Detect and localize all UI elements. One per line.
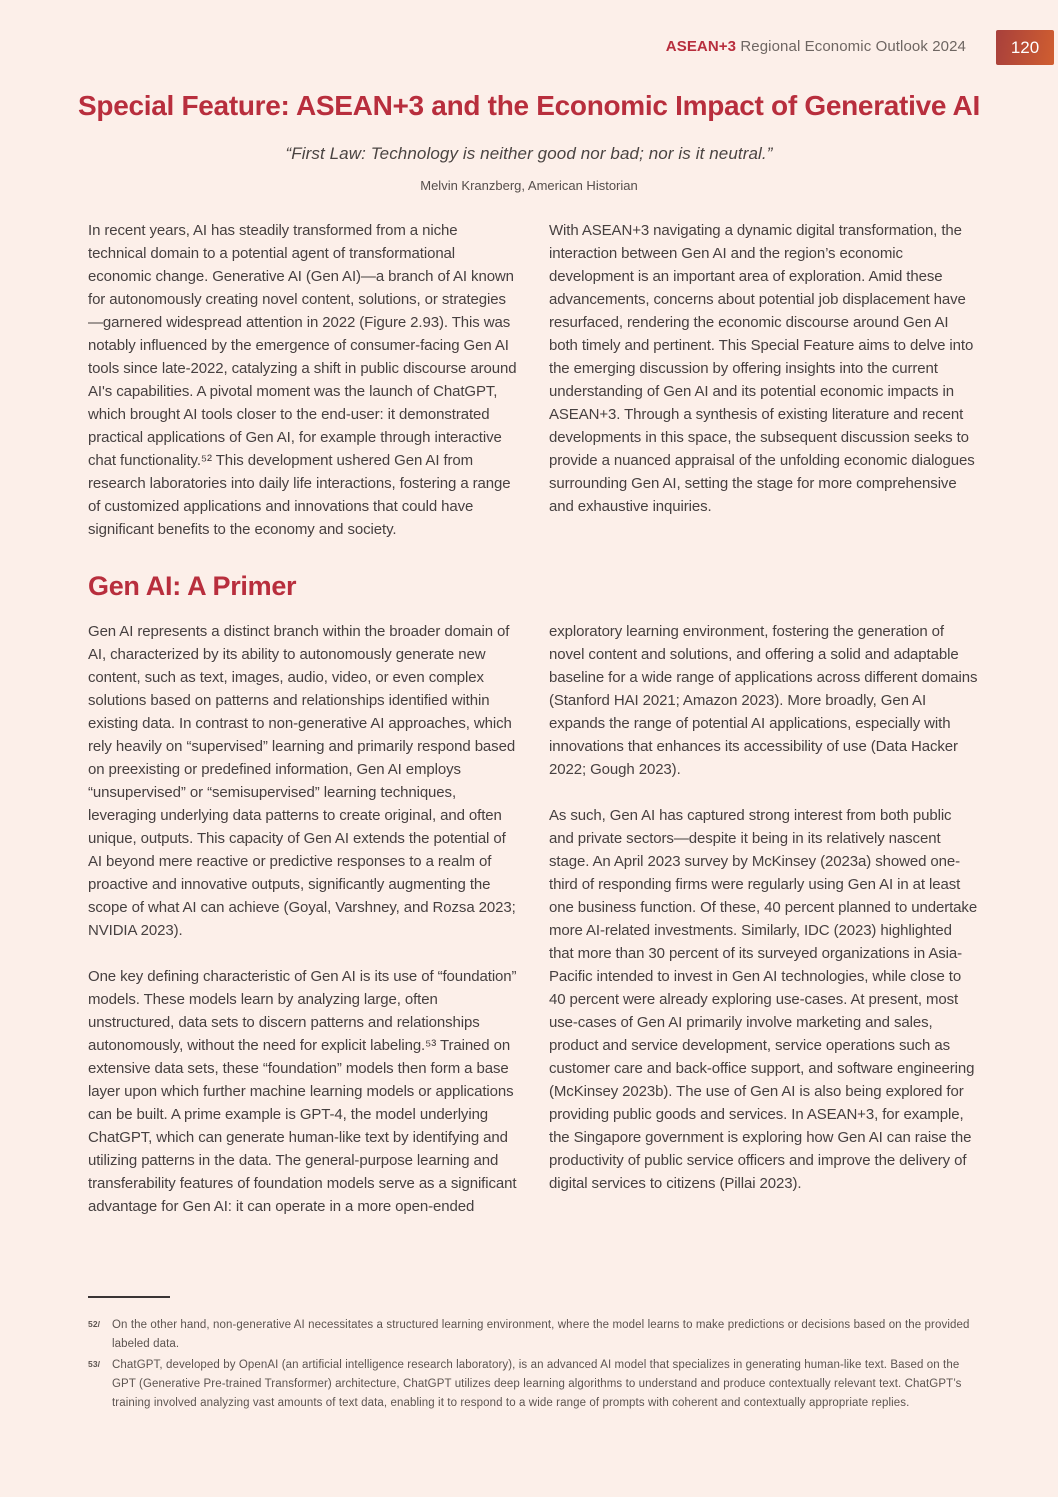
intro-section: [88, 219, 980, 541]
section-heading-gen-ai-primer: Gen AI: A Primer: [88, 571, 297, 601]
footnote-marker: 52/: [88, 1319, 101, 1329]
primer-paragraph: As such, Gen AI has captured strong interest from both public and private sectors—despite it being in its relatively nascent stage. An April 2023 survey by McKinsey (2023a) showed one-third of responding firms were regularly using Gen AI in at least one business function. Of these, 40 percent planned to undertake more AI-related investments. Similarly, IDC (2023) highlighted that more than 30 percent of its surveyed organizations in Asia-Pacific intended to invest in Gen AI technologies, while close to 40 percent were already exploring use-cases. At present, most use-cases of Gen AI primarily involve marketing and sales, product and service development, service operations such as customer care and back-office support, and software engineering (McKinsey 2023b). The use of Gen AI is also being explored for providing public goods and services. In ASEAN+3, for example, the Singapore government is exploring how Gen AI can raise the productivity of public service officers and improve the delivery of digital services to citizens (Pillai 2023).: [549, 807, 978, 1192]
running-header: [666, 38, 966, 55]
primer-paragraph: One key defining characteristic of Gen AI is its use of “foundation” models. These models learn by analyzing large, often unstructured, data sets to discern patterns and relationships autonomously, without the need for explicit labeling.⁵³ Trained on extensive data sets, these “foundation” models then form a base layer upon which further machine learning models or applications can be built. A prime example is GPT-4, the model underlying ChatGPT, which can generate human-like text by identifying and utilizing patterns in the data. The general-purpose learning and transferability features of foundation models serve as a significant advantage for Gen AI: it can operate in a more open-ended: [88, 968, 517, 1215]
page-title: Special Feature: ASEAN+3 and the Economic Impact of Generative AI: [78, 90, 980, 121]
intro-paragraph-right: With ASEAN+3 navigating a dynamic digital transformation, the interaction between Gen AI and the region’s economic development is an important area of exploration. Amid these advancements, concerns about potential job displacement have resurfaced, rendering the economic discourse around Gen AI both timely and pertinent. This Special Feature aims to delve into the emerging discussion by offering insights into the current understanding of Gen AI and its potential economic impacts in ASEAN+3. Through a synthesis of existing literature and recent developments in this space, the subsequent discussion seeks to provide a nuanced appraisal of the unfolding economic dialogues surrounding Gen AI, setting the stage for more comprehensive and exhaustive inquiries.: [549, 222, 975, 515]
primer-paragraph: Gen AI represents a distinct branch within the broader domain of AI, characterized by its ability to autonomously generate new content, such as text, images, audio, video, or even complex solutions based on patterns and relationships identified within existing data. In contrast to non-generative AI approaches, which rely heavily on “supervised” learning and primarily respond based on preexisting or predefined information, Gen AI employs “unsupervised” or “semisupervised” learning techniques, leveraging underlying data patterns to create original, and often unique, outputs. This capacity of Gen AI extends the potential of AI beyond mere reactive or predictive responses to a realm of proactive and innovative outputs, significantly augmenting the scope of what AI can achieve (Goyal, Varshney, and Rozsa 2023; NVIDIA 2023).: [88, 623, 516, 939]
page-header: [0, 0, 1058, 66]
primer-right-column: [549, 620, 980, 1218]
footnote: [88, 1316, 978, 1354]
epigraph-attribution: Melvin Kranzberg, American Historian: [420, 178, 638, 193]
primer-left-column: [88, 620, 519, 1218]
page-number-badge: 120: [996, 30, 1054, 65]
primer-paragraph: exploratory learning environment, fostering the generation of novel content and solutions, and offering a solid and adaptable baseline for a wide range of applications across different domains (Stanford HAI 2021; Amazon 2023). More broadly, Gen AI expands the range of potential AI applications, especially with innovations that enhances its accessibility of use (Data Hacker 2022; Gough 2023).: [549, 623, 978, 778]
footnote: [88, 1356, 978, 1413]
footnote-text: ChatGPT, developed by OpenAI (an artificial intelligence research laboratory), is an advanced AI model that specializes in generating human-like text. Based on the GPT (Generative Pre-trained Transformer) architecture, ChatGPT utilizes deep learning algorithms to understand and produce contextually relevant text. ChatGPT’s training involved analyzing vast amounts of text data, enabling it to respond to a wide range of prompts with coherent and contextually appropriate replies.: [112, 1359, 962, 1409]
footnotes-block: [88, 1296, 978, 1415]
report-title-rest: Regional Economic Outlook 2024: [736, 38, 966, 55]
intro-right-column: [549, 219, 980, 541]
footnote-marker: 53/: [88, 1359, 101, 1369]
epigraph-quote: “First Law: Technology is neither good nor bad; nor is it neutral.”: [285, 144, 773, 163]
intro-paragraph-left: In recent years, AI has steadily transformed from a niche technical domain to a potential agent of transformational economic change. Generative AI (Gen AI)—a branch of AI known for autonomously creating novel content, solutions, or strategies—garnered widespread attention in 2022 (Figure 2.93). This was notably influenced by the emergence of consumer-facing Gen AI tools since late-2022, catalyzing a shift in public discourse around AI's capabilities. A pivotal moment was the launch of ChatGPT, which brought AI tools closer to the end-user: it demonstrated practical applications of Gen AI, for example through interactive chat functionality.⁵² This development ushered Gen AI from research laboratories into daily life interactions, fostering a range of customized applications and innovations that could have significant benefits to the economy and society.: [88, 222, 517, 538]
primer-section: [88, 620, 980, 1218]
intro-left-column: [88, 219, 519, 541]
report-brand: ASEAN+3: [665, 38, 737, 55]
footnote-text: On the other hand, non-generative AI necessitates a structured learning environment, where the model learns to make predictions or decisions based on the provided labeled data.: [112, 1319, 970, 1350]
footnote-divider: [88, 1296, 170, 1298]
